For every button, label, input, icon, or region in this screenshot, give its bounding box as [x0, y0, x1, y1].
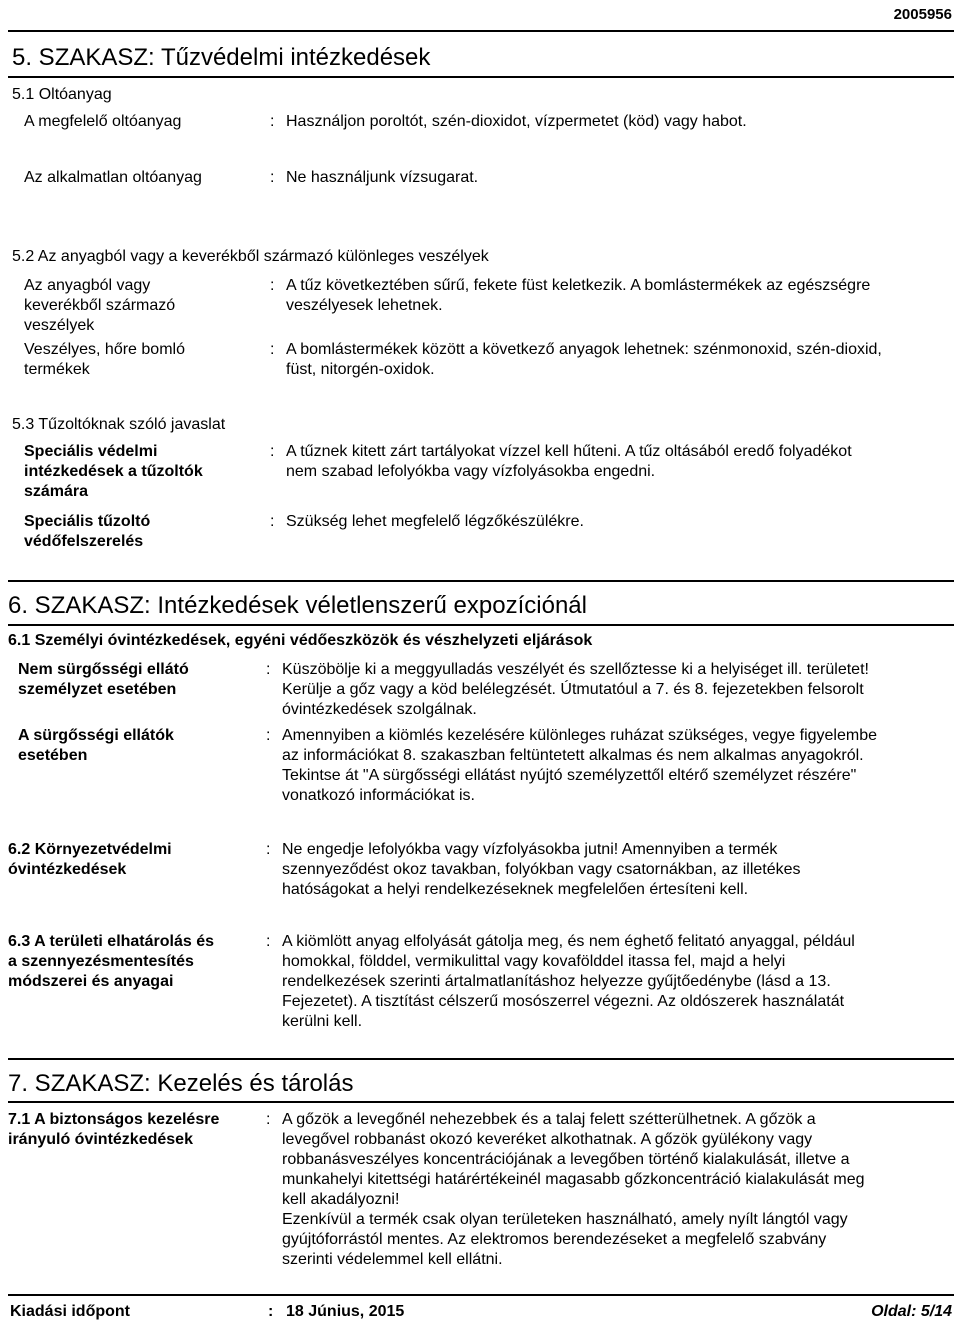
unsuitable-media-label: Az alkalmatlan oltóanyag	[24, 169, 202, 186]
non-emergency-value: Küszöbölje ki a meggyulladás veszélyét és szellőztesse ki a helyiséget ill. területet! Kerülje a gőz vagy a köd belélegzését. Útmutatóul a 7. és 8. fejezetekben felsorolt óvintézkedések szolgálnak.	[282, 661, 869, 718]
containment-value: A kiömlött anyag elfolyását gátolja meg, és nem éghető felitató anyaggal, például homokkal, földdel, vermikulittal vagy kovafölddel itassa fel, majd a helyi rendelkezések szerinti ártalmatlanításhoz helyezze gyűjtőedénybe (lásd a 13. Fejezetet). A tisztítást célszerű mosószerrel végezni. Az oldószerek használatát kerülni kell.	[282, 933, 855, 1030]
emergency-responders-value: Amennyiben a kiömlés kezelésére különleges ruházat szükséges, vegye figyelembe az információkat 8. szakaszban feltüntetett alkalmas és nem alkalmas anyagokról. Tekintse át "A sürgősségi ellátást nyújtó személyzettől eltérő személyzet részére" vonatkozó információkat is.	[282, 727, 877, 804]
subsection-5-1: 5.1 Oltóanyag	[12, 86, 112, 103]
suitable-media-value: Használjon poroltót, szén-dioxidot, vízpermetet (köd) vagy habot.	[286, 113, 747, 130]
issue-date-value: 18 Június, 2015	[286, 1303, 405, 1320]
emergency-responders-label: A sürgősségi ellátók esetében	[18, 727, 174, 764]
colon: :	[270, 169, 275, 186]
document-number: 2005956	[893, 6, 952, 23]
colon: :	[268, 1303, 274, 1320]
colon: :	[270, 513, 275, 530]
non-emergency-label: Nem sürgősségi ellátó személyzet esetében	[18, 661, 189, 698]
section-7-top-rule	[8, 1058, 954, 1060]
colon: :	[270, 443, 275, 460]
colon: :	[266, 933, 271, 950]
colon: :	[266, 727, 271, 744]
issue-date-label: Kiadási időpont	[10, 1303, 130, 1320]
section-6-top-rule	[8, 580, 954, 582]
footer-rule	[8, 1294, 954, 1296]
colon: :	[270, 277, 275, 294]
unsuitable-media-value: Ne használjunk vízsugarat.	[286, 169, 479, 186]
special-measures-value: A tűznek kitett zárt tartályokat vízzel kell hűteni. A tűz oltásából eredő folyadékot nem szabad lefolyókba vagy vízfolyásokba engedni.	[286, 443, 852, 480]
safe-handling-value: A gőzök a levegőnél nehezebbek és a talaj felett szétterülhetnek. A gőzök a levegővel robbanást okozó keveréket alkothatnak. A gőzök gyülékony vagy robbanásveszélyes koncentrációjának a levegőben történő kialakulását, illetve a munkahelyi kitettségi határértékeinél magasabb gőzkoncentráció kialakulását meg kell akadályozni! Ezenkívül a termék csak olyan területeken használható, amely nyílt lángtól vagy gyújtóforrástól mentes. Az elektromos berendezéseket a megfelelő szabvány szerinti védelemmel kell ellátni.	[282, 1111, 865, 1268]
environmental-value: Ne engedje lefolyókba vagy vízfolyásokba jutni! Amennyiben a termék szennyeződést okoz tavakban, folyókban vagy csatornákban, az illetékes hatóságokat a helyi rendelkezéseknek megfelelően értesíteni kell.	[282, 841, 801, 898]
subsection-5-2: 5.2 Az anyagból vagy a keverékből származó különleges veszélyek	[12, 248, 489, 265]
hazard-value: A tűz következtében sűrű, fekete füst keletkezik. A bomlástermékek az egészségre veszélyesek lehetnek.	[286, 277, 871, 314]
colon: :	[270, 113, 275, 130]
colon: :	[266, 661, 271, 678]
colon: :	[266, 1111, 271, 1128]
suitable-media-label: A megfelelő oltóanyag	[24, 113, 182, 130]
special-measures-label: Speciális védelmi intézkedések a tűzoltók számára	[24, 443, 203, 500]
section-7-title: 7. SZAKASZ: Kezelés és tárolás	[8, 1070, 354, 1097]
section-5-title: 5. SZAKASZ: Tűzvédelmi intézkedések	[12, 44, 431, 71]
colon: :	[266, 841, 271, 858]
environmental-label: 6.2 Környezetvédelmi óvintézkedések	[8, 841, 172, 878]
decomposition-label: Veszélyes, hőre bomló termékek	[24, 341, 185, 378]
protective-equipment-value: Szükség lehet megfelelő légzőkészülékre.	[286, 513, 584, 530]
header-rule	[8, 30, 954, 32]
section-5-rule	[8, 76, 954, 78]
protective-equipment-label: Speciális tűzoltó védőfelszerelés	[24, 513, 151, 550]
subsection-5-3: 5.3 Tűzoltóknak szóló javaslat	[12, 416, 226, 433]
subsection-6-1: 6.1 Személyi óvintézkedések, egyéni védőeszközök és vészhelyzeti eljárások	[8, 632, 593, 649]
section-6-title: 6. SZAKASZ: Intézkedések véletlenszerű expozíciónál	[8, 592, 587, 619]
page-number: Oldal: 5/14	[871, 1303, 952, 1320]
safe-handling-label: 7.1 A biztonságos kezelésre irányuló óvintézkedések	[8, 1111, 220, 1148]
decomposition-value: A bomlástermékek között a következő anyagok lehetnek: szénmonoxid, szén-dioxid, füst, nitorgén-oxidok.	[286, 341, 882, 378]
section-6-rule	[8, 624, 954, 626]
containment-label: 6.3 A területi elhatárolás és a szennyezésmentesítés módszerei és anyagai	[8, 933, 215, 990]
section-7-rule	[8, 1101, 954, 1103]
colon: :	[270, 341, 275, 358]
hazard-label: Az anyagból vagy keverékből származó veszélyek	[24, 277, 176, 334]
